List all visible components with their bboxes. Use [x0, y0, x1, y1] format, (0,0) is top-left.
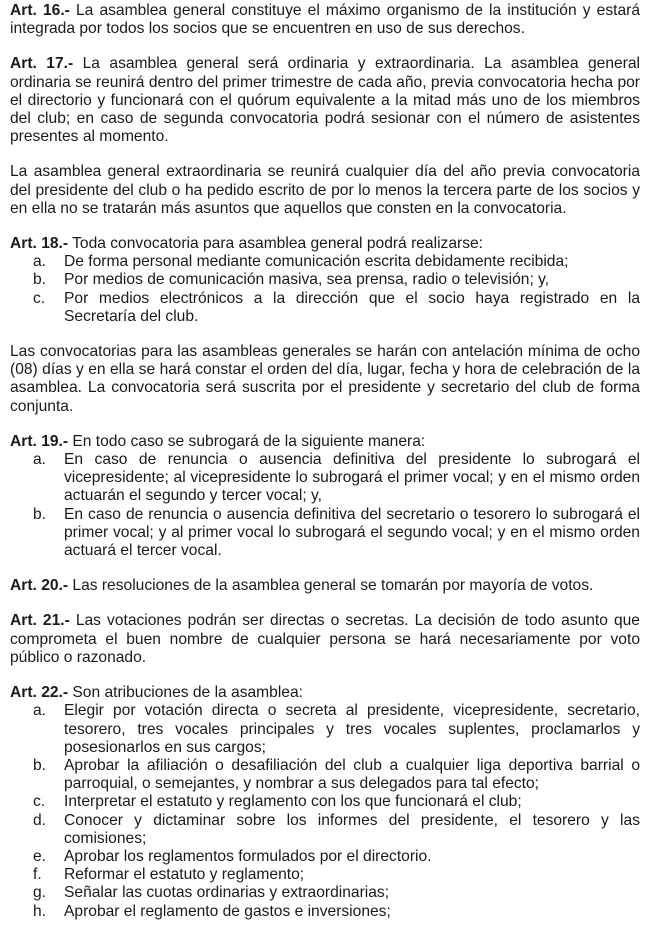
- list-marker: a.: [33, 253, 47, 271]
- list-item: [10, 866, 640, 884]
- article-22: [10, 684, 640, 702]
- article-16-text: La asamblea general constituye el máximo organismo de la institución y estará integrada por todos los socios que se encuentren en uso de sus derechos.: [10, 2, 641, 38]
- list-marker: a.: [33, 702, 47, 720]
- list-marker: g.: [33, 884, 47, 902]
- list-marker: h.: [33, 902, 47, 920]
- article-21-label: Art. 21.-: [10, 612, 70, 630]
- list-item-text: De forma personal mediante comunicación escrita debidamente recibida;: [64, 253, 569, 271]
- article-17: [10, 55, 640, 146]
- list-item: [10, 884, 640, 902]
- list-item-text: Interpretar el estatuto y reglamento con los que funcionará el club;: [64, 793, 522, 811]
- list-marker: b.: [33, 271, 47, 289]
- list-marker: c.: [33, 289, 46, 307]
- article-19-list: [10, 451, 640, 560]
- article-18-text: Toda convocatoria para asamblea general podrá realizarse:: [68, 235, 483, 253]
- article-18-paragraph-2: Las convocatorias para las asambleas generales se harán con antelación mínima de ocho (08) días y en ella se hará constar el orden del día, lugar, fecha y hora de celebración de la asamblea. La convocatoria será suscrita por el presidente y secretario del club de forma conjunta.: [10, 343, 640, 415]
- list-item: [10, 793, 640, 811]
- list-item: [10, 812, 640, 848]
- article-18: [10, 235, 640, 253]
- article-16-label: Art. 16.-: [10, 2, 70, 19]
- list-item: [10, 848, 640, 866]
- article-21: [10, 612, 640, 667]
- article-17-text: La asamblea general será ordinaria y extraordinaria. La asamblea general ordinaria se reunirá dentro del primer trimestre de cada año, previa convocatoria hecha por el directorio y funcionará con el quórum equivalente a la mitad más uno de los miembros del club; en caso de segunda convocatoria podrá sesionar con el número de asistentes presentes al momento.: [10, 55, 640, 146]
- article-21-text: Las votaciones podrán ser directas o secretas. La decisión de todo asunto que comprometa el buen nombre de cualquier persona se hará necesariamente por voto público o razonado.: [10, 612, 640, 666]
- list-marker: f.: [33, 866, 42, 884]
- article-22-text: Son atribuciones de la asamblea:: [68, 684, 303, 702]
- document-page: [10, 2, 640, 921]
- list-item: [10, 757, 640, 793]
- list-item-text: Reformar el estatuto y reglamento;: [64, 866, 305, 884]
- list-item-text: En caso de renuncia o ausencia definitiva del presidente lo subrogará el vicepresidente; al vicepresidente lo subrogará el primer vocal; y en el mismo orden actuarán el segundo y tercer vocal; y,: [64, 451, 640, 505]
- article-20-text: Las resoluciones de la asamblea general se tomarán por mayoría de votos.: [68, 577, 594, 595]
- list-item-text: En caso de renuncia o ausencia definitiva del secretario o tesorero lo subrogará el primer vocal; y al primer vocal lo subrogará el segundo vocal; y en el mismo orden actuará el tercer vocal.: [64, 505, 640, 560]
- article-22-list: [10, 702, 640, 920]
- list-item: [10, 506, 640, 561]
- list-item-text: Por medios de comunicación masiva, sea prensa, radio o televisión; y,: [64, 271, 550, 289]
- article-20: [10, 577, 640, 595]
- article-19-label: Art. 19.-: [10, 432, 69, 450]
- list-item-text: Conocer y dictaminar sobre los informes del presidente, el tesorero y las comisiones;: [64, 811, 640, 847]
- list-marker: c.: [33, 793, 46, 811]
- list-marker: d.: [33, 811, 47, 829]
- article-20-label: Art. 20.-: [10, 577, 69, 595]
- list-item: [10, 903, 640, 921]
- list-item-text: Elegir por votación directa o secreta al presidente, vicepresidente, secretario, tesorero, tres vocales principales y tres vocales suplentes, proclamarlos y posesionarlos en sus cargos;: [64, 702, 640, 756]
- article-18-label: Art. 18.-: [10, 235, 69, 253]
- list-marker: e.: [33, 847, 47, 865]
- article-22-label: Art. 22.-: [10, 684, 69, 702]
- article-17-paragraph-2: La asamblea general extraordinaria se reunirá cualquier día del año previa convocatoria del presidente del club o ha pedido escrito de por lo menos la tercera parte de los socios y en ella no se tratarán más asuntos que aquellos que consten en la convocatoria.: [10, 163, 640, 217]
- article-17-label: Art. 17.-: [10, 55, 74, 73]
- article-16: [10, 2, 640, 38]
- article-18-list: [10, 253, 640, 326]
- list-item: [10, 271, 640, 289]
- list-item-text: Señalar las cuotas ordinarias y extraordinarias;: [64, 884, 390, 902]
- list-item: [10, 253, 640, 271]
- list-item-text: Aprobar los reglamentos formulados por el directorio.: [64, 847, 432, 865]
- list-item: [10, 702, 640, 757]
- list-item: [10, 290, 640, 326]
- list-marker: b.: [33, 505, 47, 523]
- list-item-text: Por medios electrónicos a la dirección que el socio haya registrado en la Secretaría del club.: [64, 289, 640, 325]
- list-item-text: Aprobar la afiliación o desafiliación del club a cualquier liga deportiva barrial o parroquial, o semejantes, y nombrar a sus delegados para tal efecto;: [64, 756, 640, 793]
- list-marker: a.: [33, 451, 47, 469]
- list-marker: b.: [33, 756, 47, 774]
- list-item: [10, 451, 640, 506]
- article-19-text: En todo caso se subrogará de la siguiente manera:: [68, 432, 426, 450]
- list-item-text: Aprobar el reglamento de gastos e inversiones;: [64, 902, 391, 920]
- article-19: [10, 433, 640, 451]
